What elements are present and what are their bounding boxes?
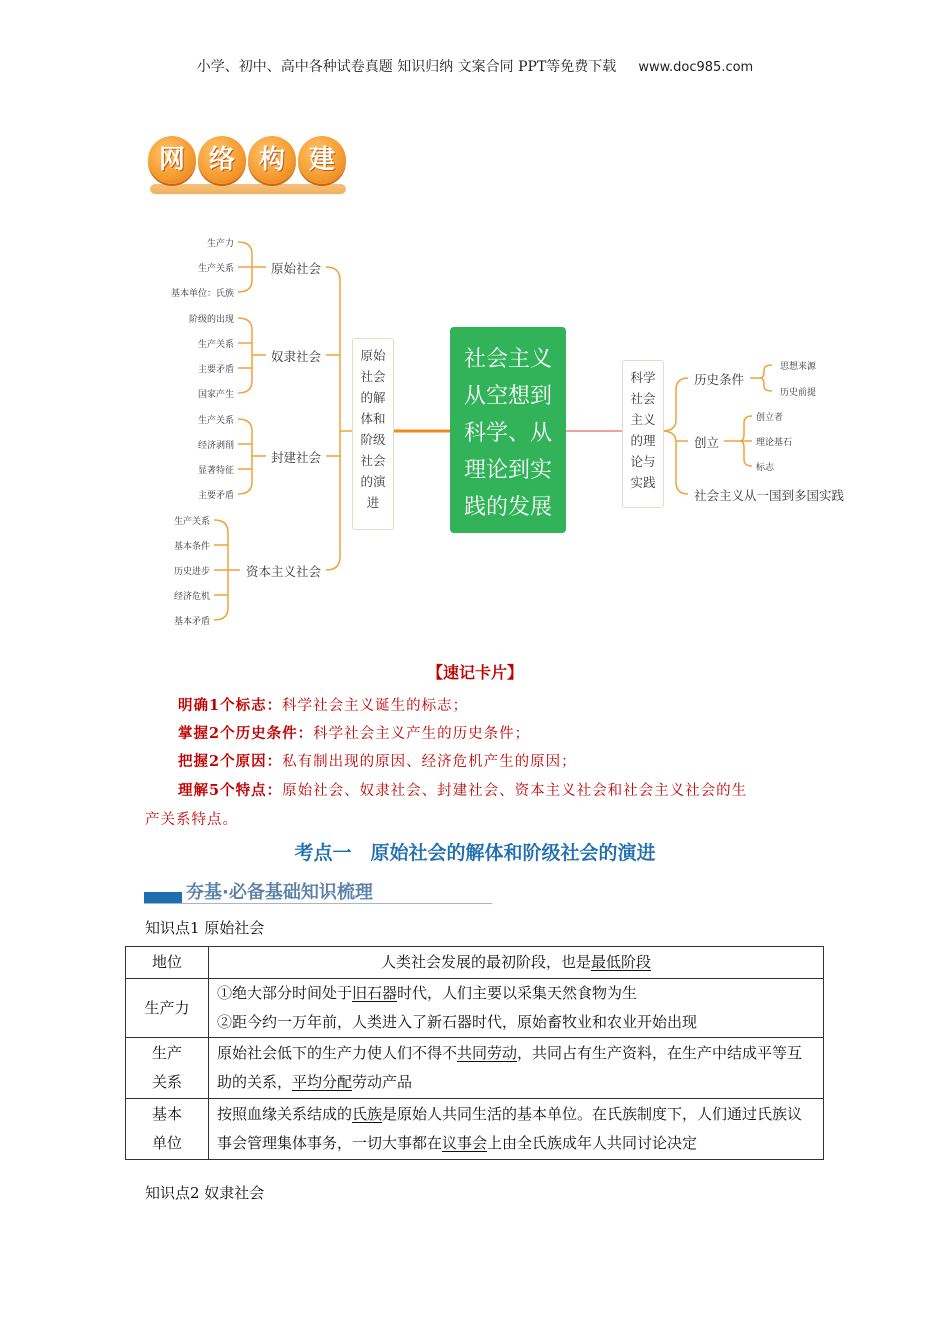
leaf-label: 基本单位：氏族	[170, 289, 234, 299]
table-value: ①绝大部分时间处于旧石器时代，人们主要以采集天然食物为生 ②距今约一万年前，人类进入了新石器时代，原始畜牧业和农业开始出现	[209, 979, 824, 1038]
section-title: 考点一 原始社会的解体和阶级社会的演进	[294, 842, 656, 864]
leaf-label: 创立者	[756, 413, 784, 423]
central-topic-line: 践的发展	[463, 495, 552, 520]
table-row	[126, 979, 824, 1038]
knowledge-point-heading: 知识点1 原始社会	[145, 919, 265, 937]
box-text: 社会	[360, 453, 386, 468]
central-topic-line: 理论到实	[463, 458, 552, 483]
badge-underbar	[150, 184, 346, 194]
branch-label: 历史条件	[694, 372, 745, 387]
left-topic-box	[352, 338, 394, 530]
table-value: 原始社会低下的生产力使人们不得不共同劳动，共同占有生产资料，在生产中结成平等互助的关系，平均分配劳动产品	[209, 1038, 824, 1099]
box-text: 的演	[360, 474, 386, 489]
section-badge	[148, 128, 348, 200]
central-topic-line: 社会主义	[463, 347, 552, 372]
leaf-label: 经济剥削	[197, 441, 234, 451]
branch-label: 社会主义从一国到多国实践	[694, 488, 845, 503]
leaf-label: 标志	[756, 463, 775, 473]
sub-heading-text: 夯基·必备基础知识梳理	[186, 882, 373, 903]
central-topic-line: 科学、从	[463, 421, 552, 446]
box-text: 阶级	[360, 432, 386, 447]
leaf-label: 生产关系	[197, 416, 234, 426]
sub-heading-underline	[144, 903, 492, 904]
badge-char: 络	[198, 136, 246, 184]
box-text: 社会	[360, 369, 386, 384]
table-value: 按照血缘关系结成的氏族是原始人共同生活的基本单位。在氏族制度下，人们通过氏族议事会管理集体事务，一切大事都在议事会上由全氏族成年人共同讨论决定	[209, 1099, 824, 1160]
central-topic-line: 从空想到	[463, 384, 552, 409]
leaf-label: 历史进步	[173, 567, 210, 577]
leaf-label: 思想来源	[780, 362, 817, 372]
knowledge-table	[125, 946, 824, 1160]
branch-label: 原始社会	[271, 261, 322, 276]
branch-label: 创立	[694, 435, 720, 450]
knowledge-point-heading: 知识点2 奴隶社会	[145, 1184, 265, 1202]
table-row	[126, 1038, 824, 1099]
card-line: 掌握2个历史条件：科学社会主义产生的历史条件；	[178, 725, 531, 742]
right-topic-box	[622, 360, 664, 508]
leaf-label: 理论基石	[756, 438, 793, 448]
mind-map	[0, 220, 950, 640]
leaf-label: 阶级的出现	[188, 315, 234, 325]
card-line: 理解5个特点：原始社会、奴隶社会、封建社会、资本主义社会和社会主义社会的生	[178, 782, 748, 799]
table-row	[126, 1099, 824, 1160]
leaf-label: 主要矛盾	[197, 491, 234, 501]
table-value: 人类社会发展的最初阶段，也是最低阶段	[209, 947, 824, 979]
leaf-label: 生产关系	[173, 517, 210, 527]
table-key: 生产力	[126, 979, 209, 1038]
leaf-label: 生产力	[206, 239, 234, 249]
leaf-label: 生产关系	[197, 340, 234, 350]
branch-label: 奴隶社会	[271, 349, 322, 364]
table-key: 基本 单位	[126, 1099, 209, 1160]
card-line: 明确1个标志：科学社会主义诞生的标志；	[178, 697, 469, 714]
box-text: 进	[366, 495, 380, 510]
leaf-label: 生产关系	[197, 264, 234, 274]
page-header	[0, 56, 950, 76]
leaf-label: 国家产生	[197, 390, 234, 400]
box-text: 社会	[630, 391, 656, 406]
leaf-label: 基本矛盾	[173, 617, 210, 627]
leaf-label: 经济危机	[173, 592, 210, 602]
branch-label: 资本主义社会	[246, 564, 322, 579]
box-text: 论与	[630, 454, 656, 469]
sub-heading-marker	[144, 892, 182, 903]
table-key: 地位	[126, 947, 209, 979]
branch-label: 封建社会	[271, 450, 322, 465]
sub-heading	[144, 878, 494, 908]
box-text: 原始	[360, 348, 386, 363]
table-key: 生产 关系	[126, 1038, 209, 1099]
leaf-label: 主要矛盾	[197, 365, 234, 375]
box-text: 的解	[360, 390, 386, 405]
header-url[interactable]: www.doc985.com	[638, 60, 754, 75]
leaf-label: 历史前提	[780, 388, 817, 398]
box-text: 实践	[630, 475, 656, 490]
box-text: 的理	[630, 433, 656, 448]
card-title: 【速记卡片】	[426, 663, 523, 682]
card-line-continuation: 产关系特点。	[145, 812, 238, 828]
box-text: 科学	[630, 370, 656, 385]
leaf-label: 基本条件	[173, 542, 210, 552]
box-text: 体和	[360, 411, 386, 426]
table-row	[126, 947, 824, 979]
badge-char: 网	[148, 136, 196, 184]
badge-char: 构	[248, 136, 296, 184]
leaf-label: 显著特征	[197, 466, 234, 476]
central-topic	[450, 327, 566, 533]
badge-char: 建	[298, 136, 346, 184]
header-text: 小学、初中、高中各种试卷真题 知识归纳 文案合同 PPT等免费下载	[196, 59, 617, 75]
card-line: 把握2个原因：私有制出现的原因、经济危机产生的原因；	[178, 753, 577, 770]
box-text: 主义	[630, 412, 656, 427]
